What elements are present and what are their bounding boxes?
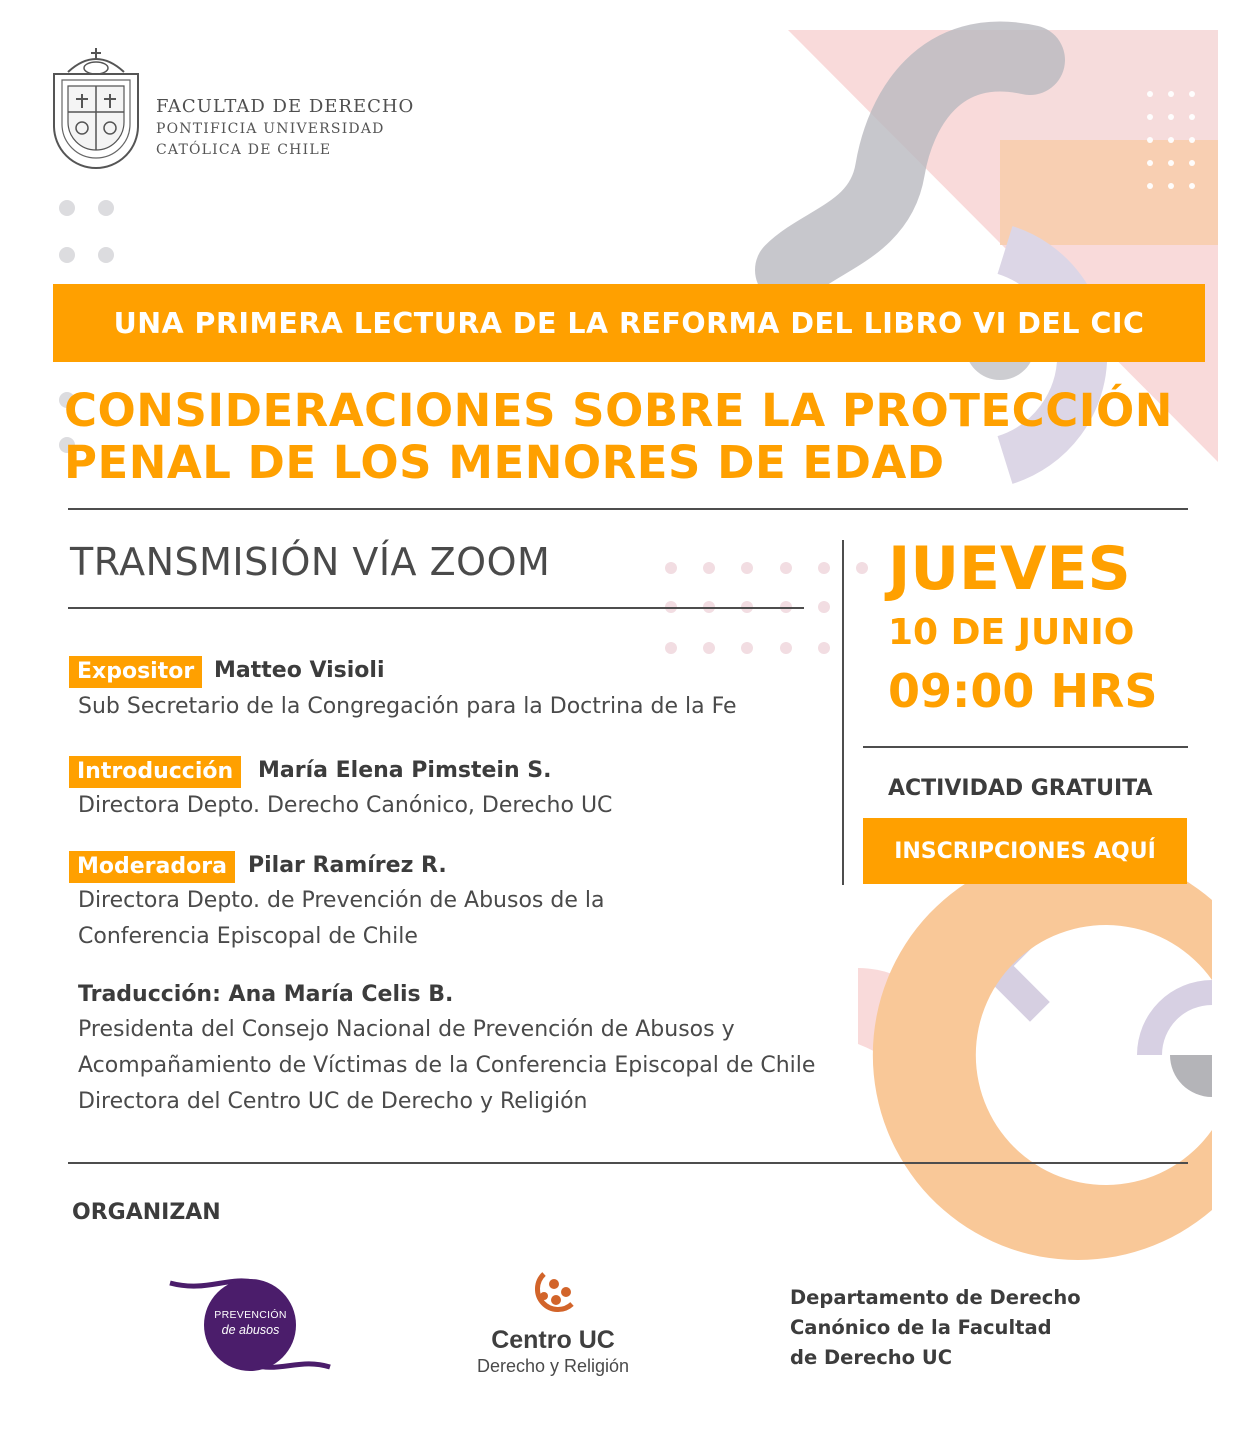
divider-vertical (842, 540, 844, 885)
role-badge-moderadora: Moderadora (69, 851, 235, 883)
role-badge-introduccion: Introducción (69, 756, 241, 788)
department-line: Canónico de la Facultad (790, 1316, 1052, 1339)
event-title-line2: PENAL DE LOS MENORES DE EDAD (64, 436, 945, 489)
speaker-description: Directora Depto. de Prevención de Abusos de la (78, 888, 605, 913)
university-name-line1: PONTIFICIA UNIVERSIDAD (156, 121, 385, 137)
department-organizer (790, 1283, 1081, 1373)
event-day: JUEVES (888, 534, 1131, 604)
prevencion-logo-line2: de abusos (221, 1323, 280, 1337)
divider-zoom (68, 607, 804, 609)
centro-uc-subtitle: Derecho y Religión (476, 1356, 630, 1376)
department-line: Departamento de Derecho (790, 1286, 1081, 1309)
register-button[interactable]: INSCRIPCIONES AQUÍ (863, 818, 1187, 884)
free-activity-label: ACTIVIDAD GRATUITA (888, 776, 1153, 801)
department-line: de Derecho UC (790, 1346, 952, 1369)
centro-uc-title: Centro UC (491, 1326, 615, 1354)
event-title-line1: CONSIDERACIONES SOBRE LA PROTECCIÓN (64, 384, 1173, 437)
event-series-banner (53, 284, 1205, 362)
event-title (64, 385, 1204, 489)
prevencion-abusos-logo (168, 1275, 333, 1375)
speaker-description: Directora Depto. Derecho Canónico, Derecho UC (78, 793, 613, 818)
event-date: 10 DE JUNIO (888, 612, 1135, 653)
translation-description: Directora del Centro UC de Derecho y Religión (78, 1089, 588, 1114)
divider-event (863, 746, 1188, 748)
speaker-name: María Elena Pimstein S. (258, 758, 552, 783)
speaker-name: Pilar Ramírez R. (248, 853, 447, 878)
translation-description: Acompañamiento de Víctimas de la Conferencia Episcopal de Chile (78, 1053, 816, 1078)
translation-label: Traducción: Ana María Celis B. (78, 982, 454, 1007)
speaker-description: Sub Secretario de la Congregación para la Doctrina de la Fe (78, 694, 737, 719)
centro-uc-logo-icon (526, 1270, 580, 1318)
banner-text: UNA PRIMERA LECTURA DE LA REFORMA DEL LIBRO VI DEL CIC (113, 306, 1145, 340)
translation-description: Presidenta del Consejo Nacional de Prevención de Abusos y (78, 1017, 735, 1042)
university-seal-logo (48, 46, 144, 172)
speaker-description: Conferencia Episcopal de Chile (78, 924, 418, 949)
prevencion-logo-line1: PREVENCIÓN (214, 1309, 287, 1321)
event-time: 09:00 HRS (888, 664, 1158, 718)
speaker-name: Matteo Visioli (214, 658, 385, 683)
transmission-label: TRANSMISIÓN VÍA ZOOM (70, 540, 551, 584)
role-badge-expositor: Expositor (69, 656, 202, 688)
divider-top (68, 508, 1188, 510)
university-name-line2: CATÓLICA DE CHILE (156, 142, 332, 158)
faculty-name: FACULTAD DE DERECHO (156, 96, 415, 117)
organizers-heading: ORGANIZAN (72, 1200, 221, 1225)
divider-bottom (68, 1162, 1188, 1164)
